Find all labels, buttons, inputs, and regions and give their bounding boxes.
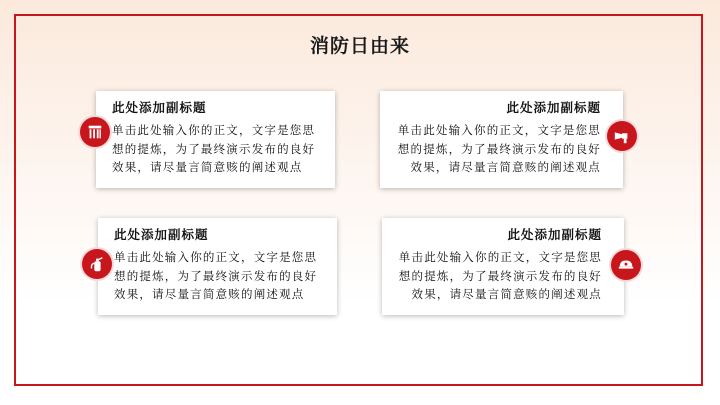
card-bottom-left[interactable] <box>98 218 337 315</box>
fire-hydrant-icon-glyph <box>86 123 104 141</box>
firefighter-helmet-icon-glyph <box>617 256 635 274</box>
fire-extinguisher-icon-glyph <box>88 255 106 273</box>
card-body-line-1: 单击此处输入你的正文，文字是您思 <box>114 250 318 264</box>
card-subtitle: 此处添加副标题 <box>114 227 209 242</box>
card-top-left[interactable] <box>96 91 335 188</box>
slide-frame <box>14 14 703 386</box>
card-body-line-2: 想的提炼，为了最终演示发布的良好 <box>398 268 602 283</box>
card-body <box>114 248 323 304</box>
fire-hose-nozzle-icon <box>607 121 637 151</box>
card-body-line-1: 单击此处输入你的正文，文字是您思 <box>112 123 316 137</box>
card-body-line-3: 效果，请尽量言简意赅的阐述观点 <box>410 160 601 174</box>
card-body-line-3: 效果，请尽量言简意赅的阐述观点 <box>112 160 303 174</box>
card-body-line-2: 想的提炼，为了最终演示发布的良好 <box>397 141 601 156</box>
card-body-line-1: 单击此处输入你的正文，文字是您思 <box>398 250 602 264</box>
card-body <box>112 121 321 177</box>
card-body-line-2: 想的提炼，为了最终演示发布的良好 <box>112 141 316 156</box>
fire-hose-nozzle-icon-glyph <box>613 127 631 145</box>
card-body-line-1: 单击此处输入你的正文，文字是您思 <box>397 123 601 137</box>
card-subtitle: 此处添加副标题 <box>506 100 601 115</box>
card-body-line-3: 效果，请尽量言简意赅的阐述观点 <box>411 287 602 301</box>
card-subtitle: 此处添加副标题 <box>112 100 207 115</box>
card-body-line-3: 效果，请尽量言简意赅的阐述观点 <box>114 287 305 301</box>
fire-hydrant-icon <box>80 117 110 147</box>
card-body <box>394 248 602 304</box>
slide-title: 消防日由来 <box>309 35 410 57</box>
firefighter-helmet-icon <box>611 250 641 280</box>
card-body-line-2: 想的提炼，为了最终演示发布的良好 <box>114 268 318 283</box>
card-subtitle: 此处添加副标题 <box>507 227 602 242</box>
fire-extinguisher-icon <box>82 249 112 279</box>
card-body <box>392 121 601 177</box>
card-top-right[interactable] <box>380 91 623 188</box>
card-bottom-right[interactable] <box>382 218 624 315</box>
